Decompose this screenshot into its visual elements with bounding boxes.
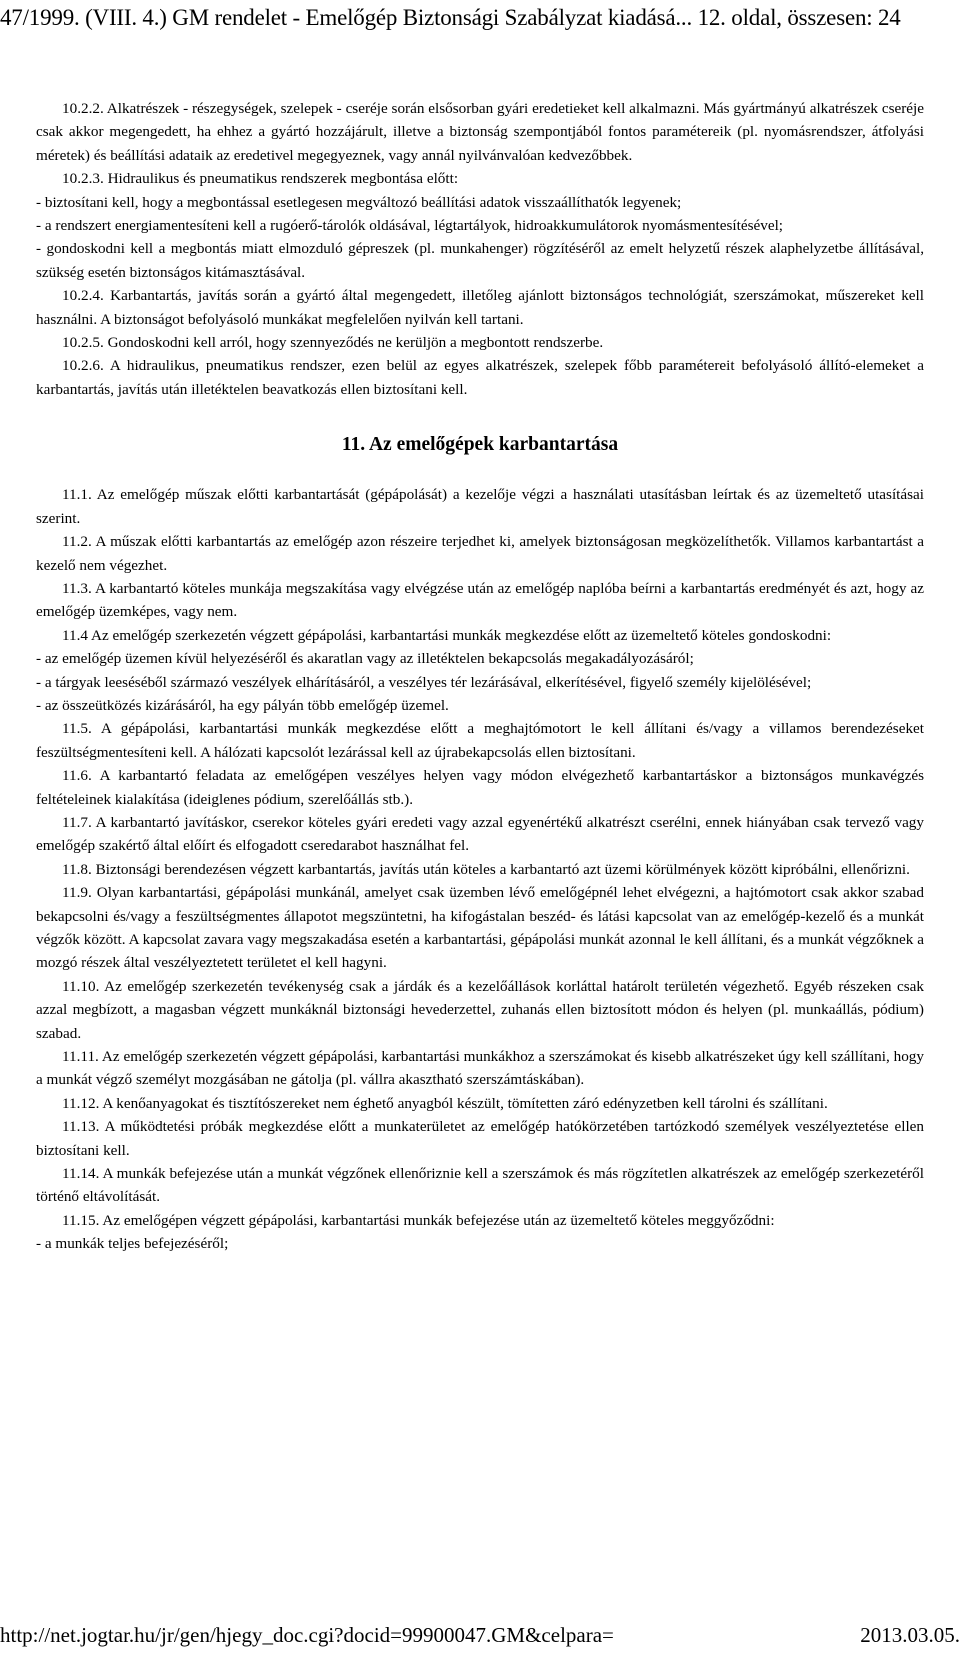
paragraph-11-4: 11.4 Az emelőgép szerkezetén végzett gépápolási, karbantartási munkák megkezdése előtt az üzemeltető köteles gondoskodni: [62, 626, 832, 644]
paragraph-11-9: 11.9. Olyan karbantartási, gépápolási munkánál, amelyet csak üzemben lévő emelőgépnél lehet elvégezni, a hajtómotort csak akkor szabad bekapcsolni és/vagy a feszültségmentes állapotot megszüntetni, ha kifogástalan beszéd- és látási kapcsolat van az emelőgép-kezelő és a munkát végzők között. A kapcsolat zavara vagy megszakadása esetén a karbantartási, gépápolási munkát azonnal le kell állítani, és a munkát végzőknek a mozgó részek által veszélyeztetett területet el kell hagyni. [36, 884, 924, 972]
paragraph-11-2: 11.2. A műszak előtti karbantartás az emelőgép azon részeire terjedhet ki, amelyek biztonságosan megközelíthetők. Villamos karbantartást a kezelő nem végezhet. [36, 533, 924, 574]
list-item: - gondoskodni kell a megbontás miatt elmozduló gépreszek (pl. munkahenger) rögzítéséről az emelt helyzetű részek alaphelyzetbe állításával, szükség esetén biztonságos kitámasztásával. [36, 240, 924, 281]
list-item: - az emelőgép üzemen kívül helyezéséről és akaratlan vagy az illetéktelen bekapcsolás megakadályozásáról; [36, 650, 694, 668]
document-body [36, 97, 924, 1256]
list-item: - a tárgyak leeséséből származó veszélyek elhárításáról, a veszélyes tér lezárásával, elkerítésével, figyelő személy kijelölésével; [36, 673, 812, 691]
list-item: - az összeütközés kizárásáról, ha egy pályán több emelőgép üzemel. [36, 696, 449, 714]
paragraph-11-10: 11.10. Az emelőgép szerkezetén tevékenység csak a járdák és a kezelőállások korláttal határolt területén végezhető. Egyéb részeken csak azzal megbízott, a magasban végzett munkáknál biztonsági hevederzettel, zuhanás ellen biztosított módon és helyen (pl. munkaállás, pódium) szabad. [36, 977, 924, 1042]
paragraph-11-11: 11.11. Az emelőgép szerkezetén végzett gépápolási, karbantartási munkákhoz a szerszámokat és kisebb alkatrészeket úgy kell szállítani, hogy a munkát végző személyt mozgásában ne gátolja (pl. vállra akasztható szerszámtáskában). [36, 1048, 924, 1089]
paragraph-10-2-3: 10.2.3. Hidraulikus és pneumatikus rendszerek megbontása előtt: [62, 170, 459, 188]
paragraph-10-2-2: 10.2.2. Alkatrészek - részegységek, szelepek - cseréje során elsősorban gyári eredetieket kell alkalmazni. Más gyártmányú alkatrészek cseréje csak akkor megengedett, ha ehhez a gyártó hozzájárult, illetve a biztonság szempontjából fontos paramétereik (pl. nyomásrendszer, átfolyási méretek) és beállítási adataik az eredetivel megegyeznek, vagy annál nyilvánvalóan kedvezőbbek. [36, 100, 924, 164]
paragraph-11-5: 11.5. A gépápolási, karbantartási munkák megkezdése előtt a meghajtómotort le kell állítani és/vagy a villamos berendezéseket feszültségmentesíteni kell. A hálózati kapcsolót lezárással kell az újrabekapcsolás ellen biztosítani. [36, 720, 924, 761]
page-header: 47/1999. (VIII. 4.) GM rendelet - Emelőgép Biztonsági Szabályzat kiadásá... 12. oldal, összesen: 24 [0, 5, 901, 30]
paragraph-11-15: 11.15. Az emelőgépen végzett gépápolási, karbantartási munkák befejezése után az üzemeltető köteles meggyőződni: [62, 1211, 775, 1229]
list-item: - a munkák teljes befejezéséről; [36, 1235, 229, 1253]
paragraph-11-8: 11.8. Biztonsági berendezésen végzett karbantartás, javítás után köteles a karbantartó azt üzemi körülmények között kipróbálni, ellenőrizni. [62, 860, 910, 878]
footer-date: 2013.03.05. [860, 1623, 960, 1647]
paragraph-11-7: 11.7. A karbantartó javításkor, cserekor köteles gyári eredeti vagy azzal egyenértékű alkatrészt cserélni, ennek hiányában csak tervező vagy emelőgép szakértő által előírt és elfogadott cseredarabot használhat fel. [36, 813, 924, 855]
paragraph-11-14: 11.14. A munkák befejezése után a munkát végzőnek ellenőriznie kell a szerszámok és más rögzítetlen alkatrészek az emelőgép szerkezetéről történő eltávolítását. [36, 1165, 924, 1206]
paragraph-11-1: 11.1. Az emelőgép műszak előtti karbantartását (gépápolását) a kezelője végzi a használati utasításban leírtak és az üzemeltető utasításai szerint. [36, 486, 924, 527]
footer-url[interactable]: http://net.jogtar.hu/jr/gen/hjegy_doc.cgi?docid=99900047.GM&celpara= [0, 1623, 614, 1647]
list-item: - a rendszert energiamentesíteni kell a rugóerő-tárolók oldásával, légtartályok, hidroakkumulátorok nyomásmentesítésével; [36, 217, 784, 235]
paragraph-10-2-4: 10.2.4. Karbantartás, javítás során a gyártó által megengedett, illetőleg ajánlott biztonságos technológiát, szerszámokat, műszereket kell használni. A biztonságot befolyásoló munkákat megfelelően nyilván kell tartani. [36, 287, 924, 328]
paragraph-11-13: 11.13. A működtetési próbák megkezdése előtt a munkaterületet az emelőgép hatókörzetében tartózkodó személyek veszélyeztetése ellen biztosítani kell. [36, 1118, 924, 1159]
paragraph-11-12: 11.12. A kenőanyagokat és tisztítószereket nem éghető anyagból készült, tömítetten záró edényzetben kell tárolni és szállítani. [62, 1094, 828, 1112]
paragraph-10-2-6: 10.2.6. A hidraulikus, pneumatikus rendszer, ezen belül az egyes alkatrészek, szelepek főbb paramétereit befolyásoló állító-elemeket a karbantartás, javítás után illetéktelen beavatkozás ellen biztosítani kell. [36, 357, 924, 398]
paragraph-11-6: 11.6. A karbantartó feladata az emelőgépen veszélyes helyen vagy módon elvégezhető karbantartáskor a biztonságos munkavégzés feltételeinek kialakítása (ideiglenes pódium, szerelőállás stb.). [36, 767, 924, 808]
paragraph-10-2-5: 10.2.5. Gondoskodni kell arról, hogy szennyeződés ne kerüljön a megbontott rendszerbe. [62, 334, 604, 352]
paragraph-11-3: 11.3. A karbantartó köteles munkája megszakítása vagy elvégzése után az emelőgép naplóba beírni a karbantartás eredményét és azt, hogy az emelőgép üzemképes, vagy nem. [36, 579, 924, 621]
list-item: - biztosítani kell, hogy a megbontással esetlegesen megváltozó beállítási adatok visszaállíthatók legyenek; [36, 193, 682, 211]
section-heading: 11. Az emelőgépek karbantartása [341, 434, 619, 456]
